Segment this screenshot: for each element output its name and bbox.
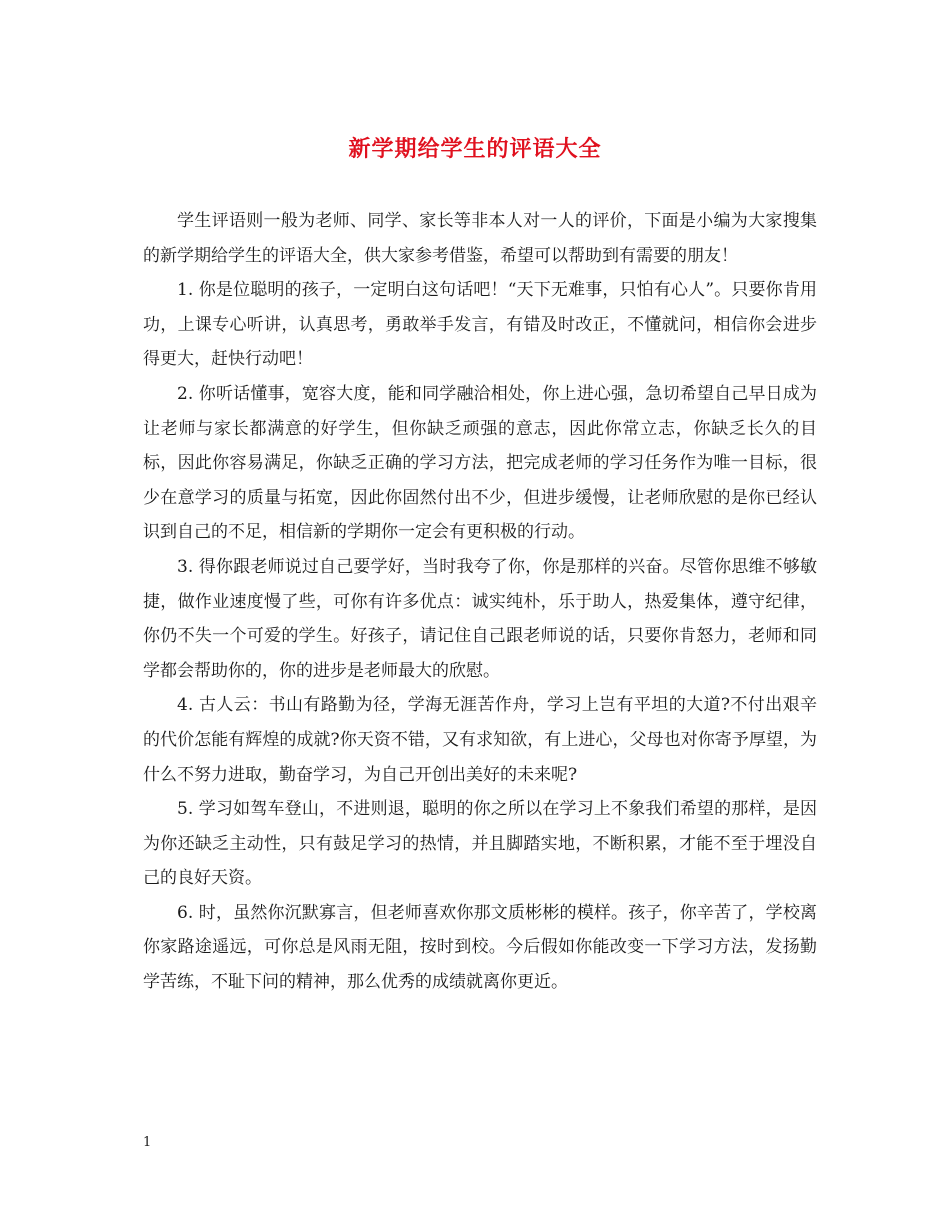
intro-paragraph: 学生评语则一般为老师、同学、家长等非本人对一人的评价，下面是小编为大家搜集的新学期给学生的评语大全，供大家参考借鉴，希望可以帮助到有需要的朋友！ (143, 211, 817, 266)
comment-paragraph-6: 6. 时，虽然你沉默寡言，但老师喜欢你那文质彬彬的模样。孩子，你辛苦了，学校离你家路途遥远，可你总是风雨无阻，按时到校。今后假如你能改变一下学习方法，发扬勤学苦练，不耻下问的精神，那么优秀的成绩就离你更近。 (143, 902, 817, 993)
comment-paragraph-1: 1. 你是位聪明的孩子，一定明白这句话吧！“天下无难事，只怕有心人”。只要你肯用功，上课专心听讲，认真思考，勇敢举手发言，有错及时改正，不懂就问，相信你会进步得更大，赶快行动吧！ (143, 280, 817, 370)
comment-paragraph-4: 4. 古人云：书山有路勤为径，学海无涯苦作舟，学习上岂有平坦的大道?不付出艰辛的代价怎能有辉煌的成就?你天资不错，又有求知欲，有上进心，父母也对你寄予厚望，为什么不努力进取，勤奋学习，为自己开创出美好的未来呢? (143, 695, 817, 785)
document-title: 新学期给学生的评语大全 (348, 137, 602, 162)
comment-paragraph-2: 2. 你听话懂事，宽容大度，能和同学融洽相处，你上进心强，急切希望自己早日成为让老师与家长都满意的好学生，但你缺乏顽强的意志，因此你常立志，你缺乏长久的目标，因此你容易满足，你缺乏正确的学习方法，把完成老师的学习任务作为唯一目标，很少在意学习的质量与拓宽，因此你固然付出不少，但进步缓慢，让老师欣慰的是你已经认识到自己的不足，相信新的学期你一定会有更积极的行动。 (143, 383, 817, 543)
document-body (143, 204, 817, 1000)
comment-paragraph-5: 5. 学习如驾车登山，不进则退，聪明的你之所以在学习上不象我们希望的那样，是因为你还缺乏主动性，只有鼓足学习的热情，并且脚踏实地，不断积累，才能不至于埋没自己的良好天资。 (143, 799, 817, 889)
comment-paragraph-3: 3. 得你跟老师说过自己要学好，当时我夸了你，你是那样的兴奋。尽管你思维不够敏捷，做作业速度慢了些，可你有许多优点：诚实纯朴，乐于助人，热爱集体，遵守纪律，你仍不失一个可爱的学生。好孩子，请记住自己跟老师说的话，只要你肯怒力，老师和同学都会帮助你的，你的进步是老师最大的欣慰。 (143, 556, 817, 681)
page-number: 1 (143, 1135, 152, 1150)
